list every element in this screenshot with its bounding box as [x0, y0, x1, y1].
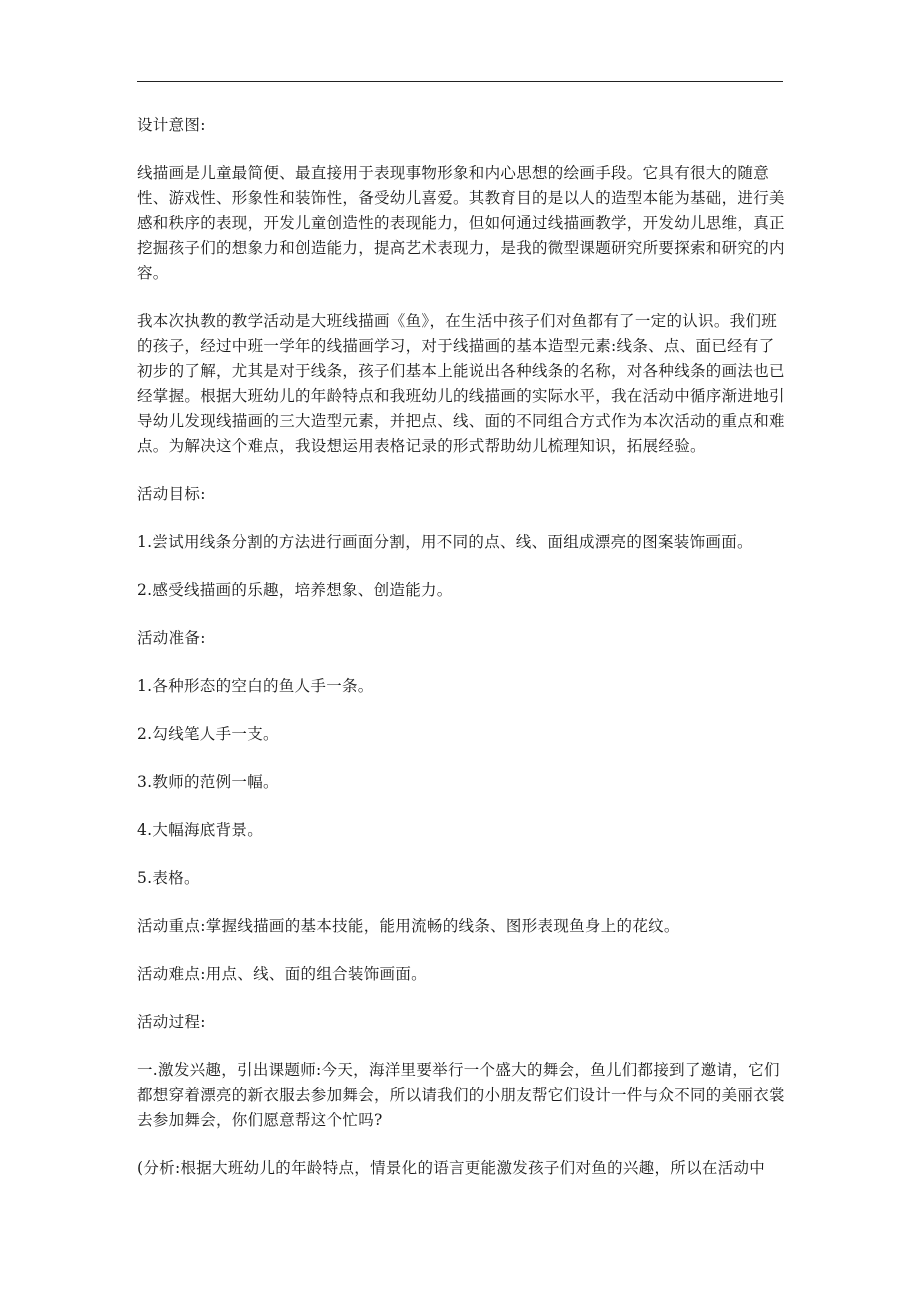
header-divider	[137, 81, 783, 82]
difficulty-line: 活动难点:用点、线、面的组合装饰画面。	[137, 965, 427, 983]
design-intent-paragraph: 线描画是儿童最简便、最直接用于表现事物形象和内心思想的绘画手段。它具有很大的随意性、游戏性、形象性和装饰性，备受幼儿喜爱。其教育目的是以人的造型本能为基础，进行美感和秩序的表现，开发儿童创造性的表现能力，但如何通过线描画教学，开发幼儿思维，真正挖掘孩子们的想象力和创造能力，提高艺术表现力，是我的微型课题研究所要探索和研究的内容。	[137, 164, 785, 282]
prep-item-1: 1.各种形态的空白的鱼人手一条。	[137, 677, 374, 695]
design-intent-heading: 设计意图:	[137, 116, 206, 134]
process-step-1: 一.激发兴趣，引出课题师:今天，海洋里要举行一个盛大的舞会，鱼儿们都接到了邀请，它们都想穿着漂亮的新衣服去参加舞会，所以请我们的小朋友帮它们设计一件与众不同的美丽衣裳去参加舞会，你们愿意帮这个忙吗?	[137, 1061, 785, 1129]
key-point-line: 活动重点:掌握线描画的基本技能，能用流畅的线条、图形表现鱼身上的花纹。	[137, 917, 680, 935]
process-heading: 活动过程:	[137, 1013, 206, 1031]
analysis-paragraph: (分析:根据大班幼儿的年龄特点，情景化的语言更能激发孩子们对鱼的兴趣，所以在活动中	[137, 1159, 766, 1177]
goal-item-2: 2.感受线描画的乐趣，培养想象、创造能力。	[137, 581, 453, 599]
goals-heading: 活动目标:	[137, 485, 206, 503]
prep-item-2: 2.勾线笔人手一支。	[137, 725, 279, 743]
prep-item-4: 4.大幅海底背景。	[137, 821, 263, 839]
teaching-background-paragraph: 我本次执教的教学活动是大班线描画《鱼》，在生活中孩子们对鱼都有了一定的认识。我们班的孩子，经过中班一学年的线描画学习，对于线描画的基本造型元素:线条、点、面已经有了初步的了解，尤其是对于线条，孩子们基本上能说出各种线条的名称，对各种线条的画法也已经掌握。根据大班幼儿的年龄特点和我班幼儿的线描画的实际水平，我在活动中循序渐进地引导幼儿发现线描画的三大造型元素，并把点、线、面的不同组合方式作为本次活动的重点和难点。为解决这个难点，我设想运用表格记录的形式帮助幼儿梳理知识，拓展经验。	[137, 312, 785, 455]
prep-item-3: 3.教师的范例一幅。	[137, 773, 279, 791]
prep-item-5: 5.表格。	[137, 869, 200, 887]
goal-item-1: 1.尝试用线条分割的方法进行画面分割，用不同的点、线、面组成漂亮的图案装饰画面。	[137, 533, 753, 551]
prep-heading: 活动准备:	[137, 629, 206, 647]
document-body	[137, 113, 787, 1204]
